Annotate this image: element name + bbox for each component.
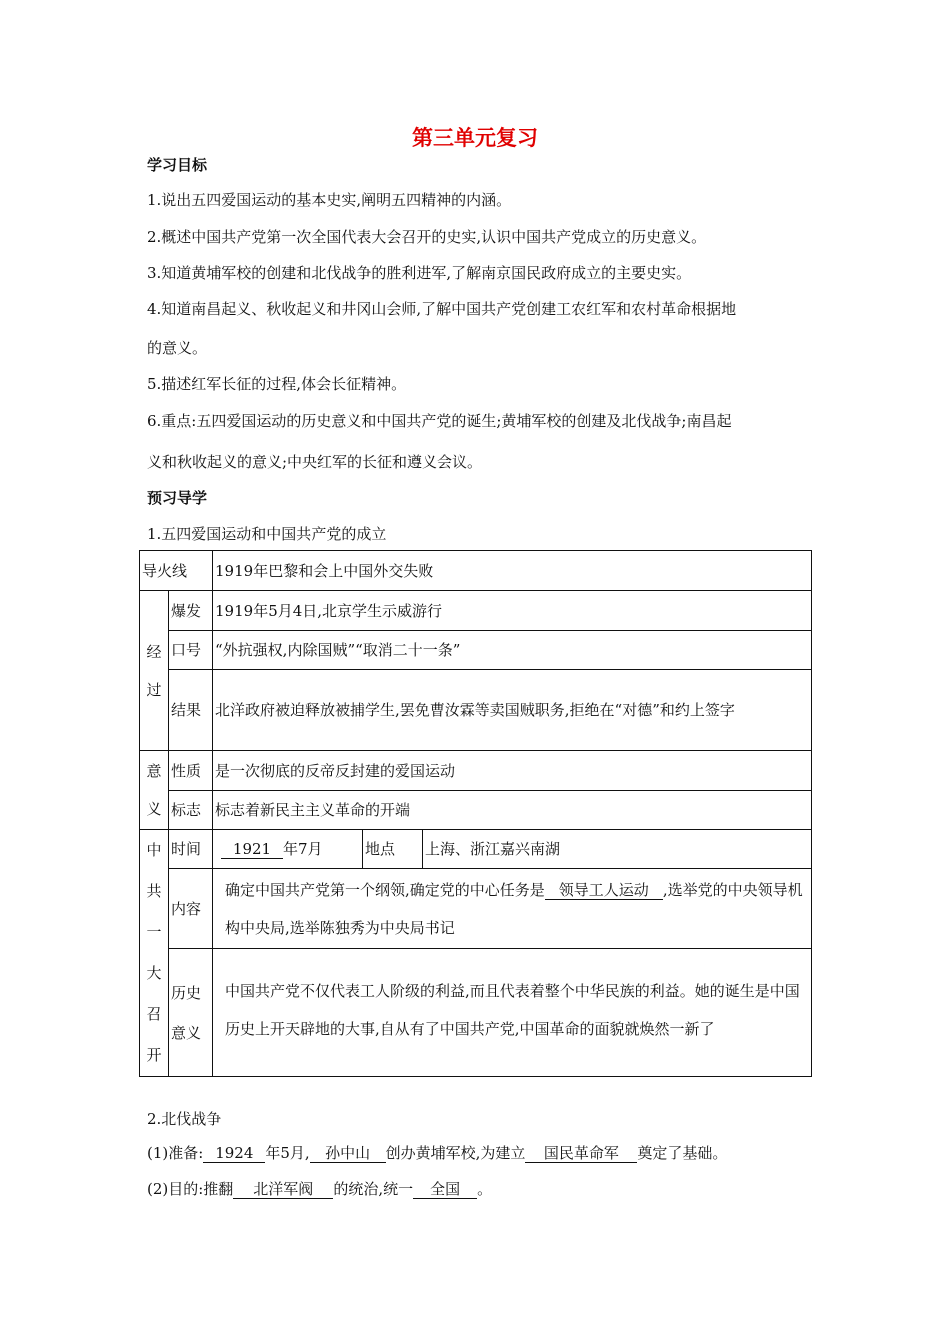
prep-mid1: 年5月, xyxy=(265,1144,310,1162)
section1-title: 1.五四爱国运动和中国共产党的成立 xyxy=(147,525,387,543)
goal-line: 义和秋收起义的意义;中央红军的长征和遵义会议。 xyxy=(147,453,483,471)
result-text: 北洋政府被迫释放被捕学生,罢免曹汝霖等卖国贼职务,拒绝在“对德”和约上签字 xyxy=(213,670,812,751)
slogan-text: “外抗强权,内除国贼”“取消二十一条” xyxy=(213,631,812,670)
prep-suffix: 奠定了基础。 xyxy=(637,1144,728,1162)
fuse-label: 导火线 xyxy=(140,551,213,591)
prep-blank-army: 国民革命军 xyxy=(525,1144,637,1163)
goal-prefix: (2)目的:推翻 xyxy=(147,1180,234,1198)
prep-mid2: 创办黄埔军校,为建立 xyxy=(385,1144,526,1162)
time-label: 时间 xyxy=(169,830,213,869)
content-blank: 领导工人运动 xyxy=(545,881,663,900)
goal-line: 5.描述红军长征的过程,体会长征精神。 xyxy=(147,375,407,393)
goals-heading: 学习目标 xyxy=(147,156,208,174)
content-text-part2: ,选举党的中央领导机构中央局,选举陈独秀为中央局书记 xyxy=(225,880,803,937)
sign-label: 标志 xyxy=(169,791,213,830)
outbreak-text: 1919年5月4日,北京学生示威游行 xyxy=(213,591,812,631)
goal-line: 4.知道南昌起义、秋收起义和井冈山会师,了解中国共产党创建工农红军和农村革命根据地 xyxy=(147,300,737,318)
prep-blank-year: 1924 xyxy=(203,1144,265,1163)
process-label: 经过 xyxy=(140,591,169,751)
goal-suffix: 。 xyxy=(477,1180,493,1198)
time-blank: 1921 xyxy=(221,840,283,859)
place-text: 上海、浙江嘉兴南湖 xyxy=(423,830,812,869)
slogan-label: 口号 xyxy=(169,631,213,670)
cpc-label: 中共一大召开 xyxy=(140,830,169,1077)
goal-line-2 xyxy=(147,1178,492,1199)
time-suffix: 年7月 xyxy=(283,840,323,858)
goal-line: 2.概述中国共产党第一次全国代表大会召开的史实,认识中国共产党成立的历史意义。 xyxy=(147,228,707,246)
goal-mid: 的统治,统一 xyxy=(333,1180,414,1198)
sign-text: 标志着新民主主义革命的开端 xyxy=(213,791,812,830)
hist-label: 历史意义 xyxy=(169,949,213,1077)
prep-line xyxy=(147,1142,727,1163)
prep-prefix: (1)准备: xyxy=(147,1144,204,1162)
prep-blank-person: 孙中山 xyxy=(310,1144,386,1163)
preview-heading: 预习导学 xyxy=(147,489,208,507)
meaning-label: 意义 xyxy=(140,751,169,830)
section2-title: 2.北伐战争 xyxy=(147,1110,222,1128)
page-title: 第三单元复习 xyxy=(412,126,538,150)
nature-label: 性质 xyxy=(169,751,213,791)
place-label: 地点 xyxy=(363,830,423,869)
nature-text: 是一次彻底的反帝反封建的爱国运动 xyxy=(213,751,812,791)
goal-blank-country: 全国 xyxy=(413,1180,477,1199)
goal-line: 的意义。 xyxy=(147,339,208,357)
content-label: 内容 xyxy=(169,869,213,949)
fuse-text: 1919年巴黎和会上中国外交失败 xyxy=(213,551,812,591)
goal-line: 3.知道黄埔军校的创建和北伐战争的胜利进军,了解南京国民政府成立的主要史实。 xyxy=(147,264,692,282)
may-fourth-table xyxy=(139,550,812,1077)
hist-text: 中国共产党不仅代表工人阶级的利益,而且代表着整个中华民族的利益。她的诞生是中国历史上开天辟地的大事,自从有了中国共产党,中国革命的面貌就焕然一新了 xyxy=(213,949,812,1077)
goal-line: 6.重点:五四爱国运动的历史意义和中国共产党的诞生;黄埔军校的创建及北伐战争;南昌起 xyxy=(147,412,732,430)
outbreak-label: 爆发 xyxy=(169,591,213,631)
result-label: 结果 xyxy=(169,670,213,751)
goal-blank-warlords: 北洋军阀 xyxy=(233,1180,333,1199)
content-text-part1: 确定中国共产党第一个纲领,确定党的中心任务是 xyxy=(225,880,545,899)
time-value xyxy=(213,830,363,869)
goal-line: 1.说出五四爱国运动的基本史实,阐明五四精神的内涵。 xyxy=(147,191,512,209)
content-text xyxy=(213,869,812,949)
